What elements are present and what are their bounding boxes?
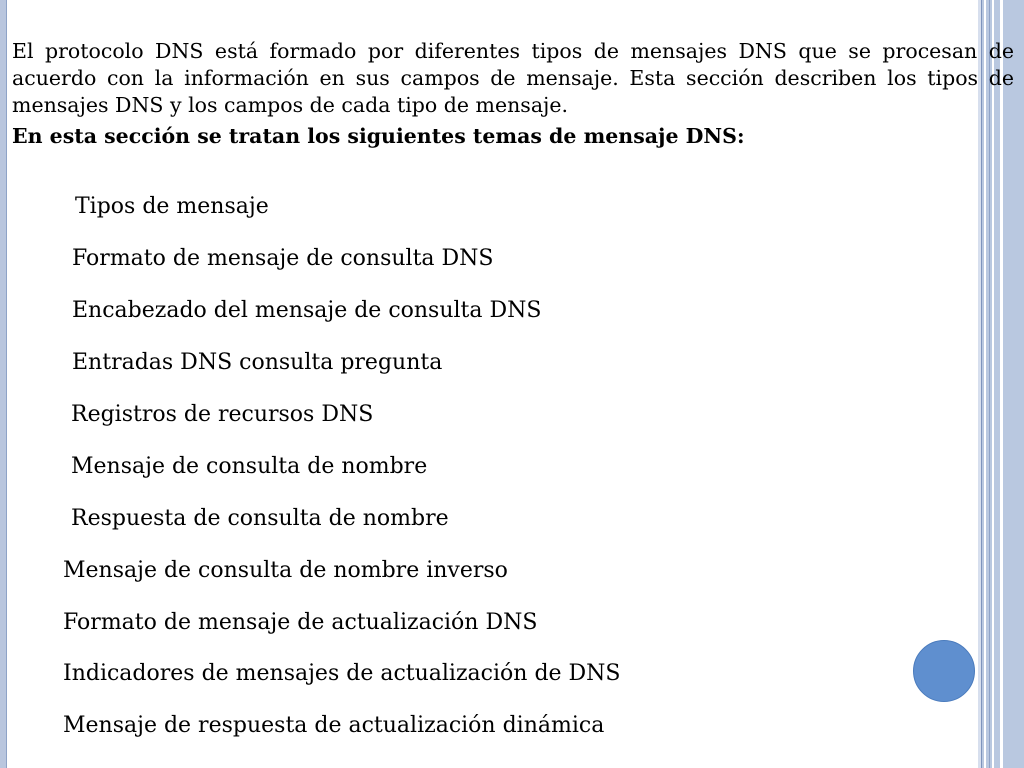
intro-paragraph: El protocolo DNS está formado por diferentes tipos de mensajes DNS que se procesan de acuerdo con la información en sus campos de mensaje. Esta sección describen los tipos de mensajes DNS y los campos de cada tipo de mensaje. bbox=[12, 39, 1014, 117]
topic-item: Formato de mensaje de actualización DNS bbox=[63, 610, 538, 635]
section-subtitle: En esta sección se tratan los siguientes temas de mensaje DNS: bbox=[12, 124, 745, 148]
topic-item: Registros de recursos DNS bbox=[71, 402, 374, 427]
decorative-circle bbox=[913, 640, 975, 702]
left-border-decoration bbox=[0, 0, 7, 768]
topic-item: Mensaje de consulta de nombre bbox=[71, 454, 428, 479]
topic-item: Mensaje de respuesta de actualización dinámica bbox=[63, 713, 605, 738]
topic-item: Encabezado del mensaje de consulta DNS bbox=[72, 298, 542, 323]
topic-item: Indicadores de mensajes de actualización de DNS bbox=[63, 661, 621, 686]
topic-item: Tipos de mensaje bbox=[75, 194, 269, 219]
topic-item: Entradas DNS consulta pregunta bbox=[72, 350, 443, 375]
topic-item: Mensaje de consulta de nombre inverso bbox=[63, 558, 508, 583]
topic-item: Formato de mensaje de consulta DNS bbox=[72, 246, 494, 271]
topic-item: Respuesta de consulta de nombre bbox=[71, 506, 449, 531]
slide-content bbox=[12, 38, 1014, 150]
